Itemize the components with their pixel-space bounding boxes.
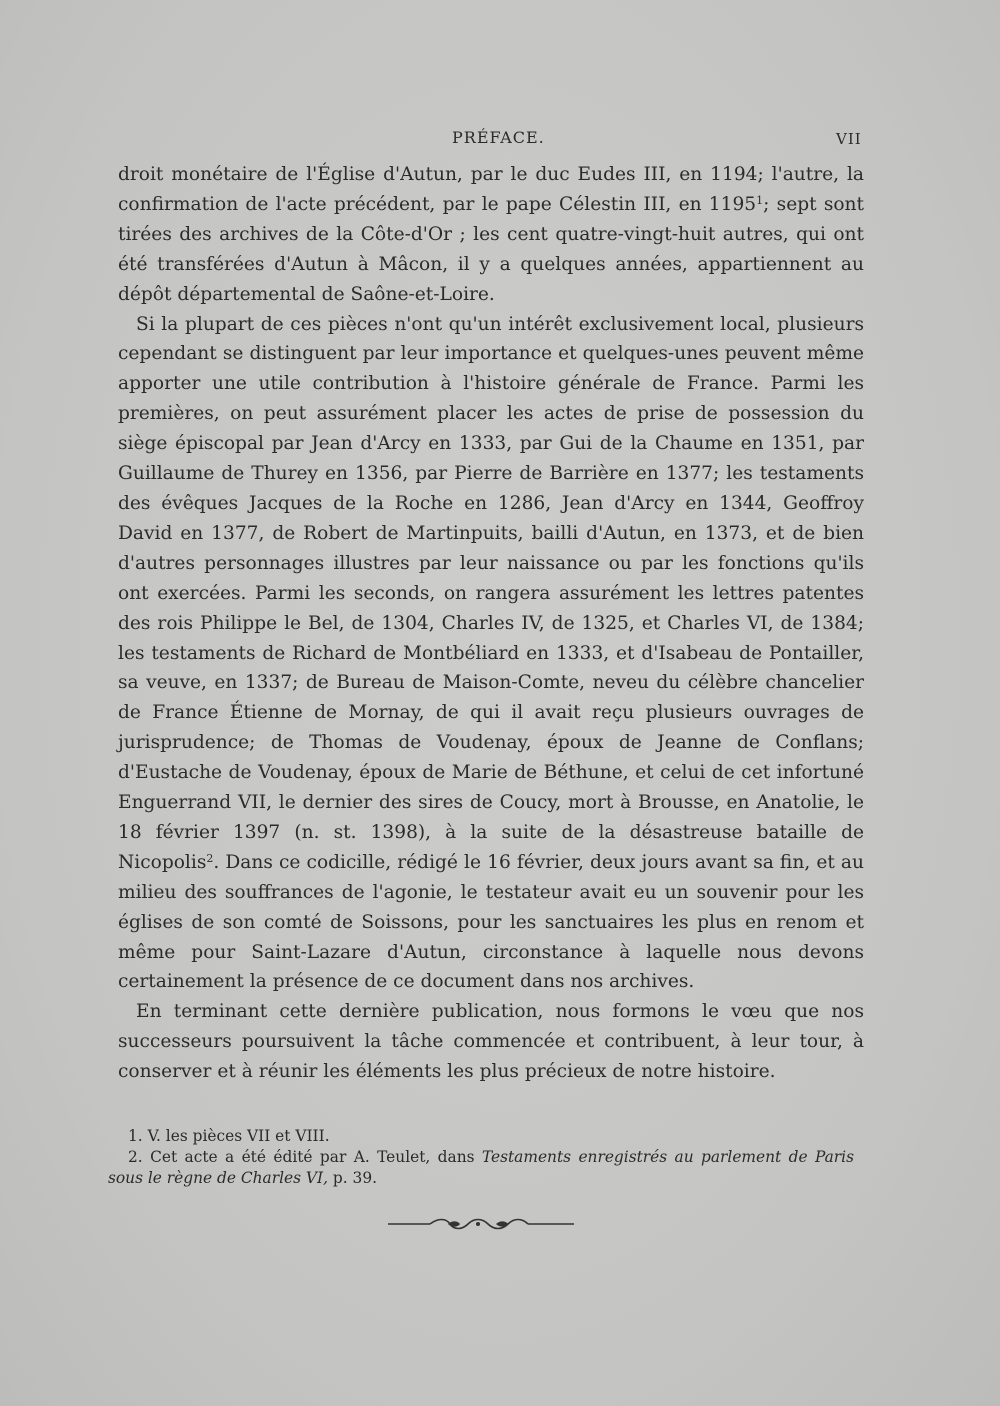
paragraph-1-text-b: ; sept sont tirées des archives de la Côte-d'Or ; les cent quatre-vingt-huit autres, qui ont été transférées d'Autun à Mâcon, il y a quelques années, appartiennent au dépôt départemental de Saône-et-Loire. [118, 193, 864, 305]
paragraph-2-text-b: . Dans ce codicille, rédigé le 16 février, deux jours avant sa fin, et au milieu des souffrances de l'agonie, le testateur avait eu un souvenir pour les églises de son comté de Soissons, pour les sanctuaires les plus en renom et même pour Saint-Lazare d'Autun, circonstance à laquelle nous devons certainement la présence de ce document dans nos archives. [118, 851, 864, 993]
footnote-2-text: 2. Cet acte a été édité par A. Teulet, dans [128, 1148, 482, 1166]
footnotes [108, 1126, 854, 1189]
footnote-2-title: Testaments enregistrés au parlement de Paris sous le règne de Charles VI, [108, 1148, 854, 1187]
page-number: VII [836, 130, 862, 148]
running-head [0, 128, 1000, 152]
body-text [118, 160, 864, 1087]
footnote-ref-1: 1 [756, 193, 764, 207]
paragraph-1 [118, 160, 864, 310]
footnote-ref-2: 2 [206, 851, 214, 865]
paragraph-2 [118, 310, 864, 998]
footnote-2-page: p. 39. [328, 1169, 378, 1187]
footnote-2 [108, 1147, 854, 1189]
paragraph-1-text-a: droit monétaire de l'Église d'Autun, par le duc Eudes III, en 1194; l'autre, la confirmation de l'acte précédent, par le pape Célestin III, en 1195 [118, 164, 864, 215]
paragraph-2-text-a: Si la plupart de ces pièces n'ont qu'un intérêt exclusivement local, plusieurs cependant se distinguent par leur importance et quelques-unes peuvent même apporter une utile contribution à l'histoire générale de France. Parmi les premières, on peut assurément placer les actes de prise de possession du siège épiscopal par Jean d'Arcy en 1333, par Gui de la Chaume en 1351, par Guillaume de Thurey en 1356, par Pierre de Barrière en 1377; les testaments des évêques Jacques de la Roche en 1286, Jean d'Arcy en 1344, Geoffroy David en 1377, de Robert de Martinpuits, bailli d'Autun, en 1373, et de bien d'autres personnages illustres par leur naissance ou par les fonctions qu'ils ont exercées. Parmi les seconds, on rangera assurément les lettres patentes des rois Philippe le Bel, de 1304, Charles IV, de 1325, et Charles VI, de 1384; les testaments de Richard de Montbéliard en 1333, et d'Isabeau de Pontailler, sa veuve, en 1337; de Bureau de Maison-Comte, neveu du célèbre chancelier de France Étienne de Mornay, de qui il avait reçu plusieurs ouvrages de jurisprudence; de Thomas de Voudenay, époux de Jeanne de Conflans; d'Eustache de Voudenay, époux de Marie de Béthune, et celui de cet infortuné Enguerrand VII, le dernier des sires de Coucy, mort à Brousse, en Anatolie, le 18 février 1397 (n. st. 1398), à la suite de la désastreuse bataille de Nicopolis [118, 313, 864, 873]
paragraph-3: En terminant cette dernière publication, nous formons le vœu que nos successeurs poursuivent la tâche commencée et contribuent, à leur tour, à conserver et à réunir les éléments les plus précieux de notre histoire. [118, 1001, 864, 1083]
running-head-title: PRÉFACE. [452, 128, 545, 147]
fleuron-ornament-icon [388, 1212, 574, 1236]
footnote-1: 1. V. les pièces VII et VIII. [128, 1127, 330, 1145]
